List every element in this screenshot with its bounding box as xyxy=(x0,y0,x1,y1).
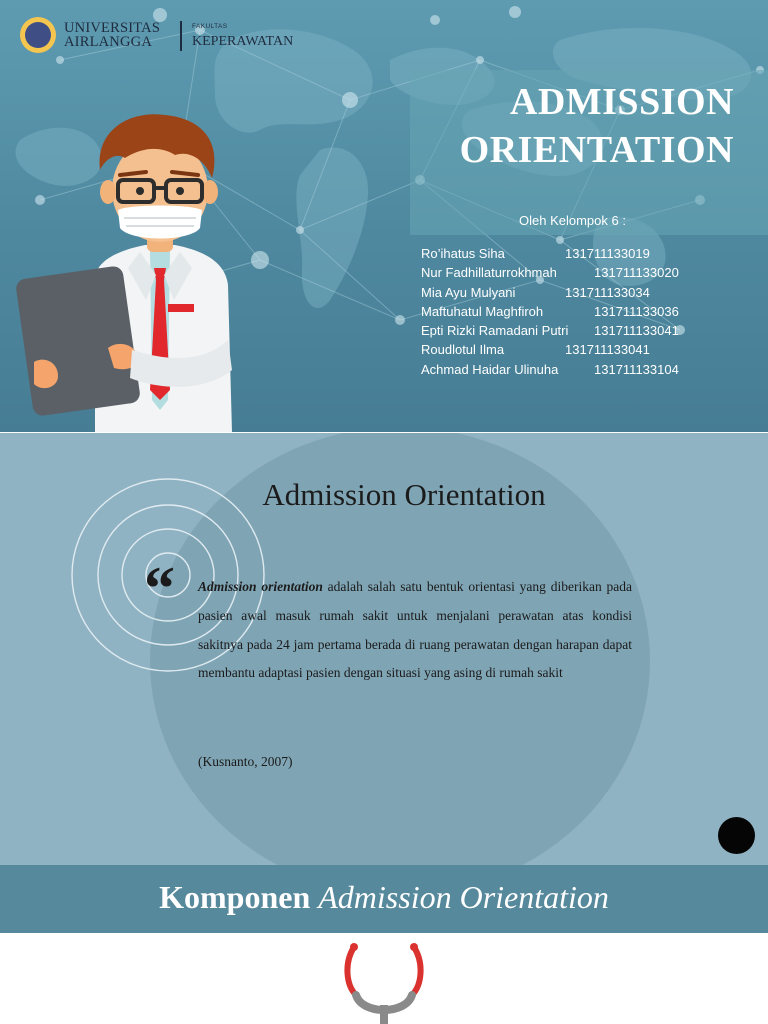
pocket-pen xyxy=(168,304,194,312)
member-row xyxy=(421,244,650,263)
member-row xyxy=(421,263,679,282)
member-row xyxy=(421,283,650,302)
slide-title: Komponen Admission Orientation xyxy=(159,879,609,915)
black-dot-decoration xyxy=(718,817,755,854)
logo-divider xyxy=(180,21,182,51)
stethoscope-icon xyxy=(340,943,430,1024)
group-label: Oleh Kelompok 6 : xyxy=(519,213,626,228)
member-nim: 131711133104 xyxy=(594,361,679,377)
member-row xyxy=(421,321,679,340)
member-row xyxy=(421,340,650,359)
definition-term: Admission orientation xyxy=(198,579,323,594)
member-name: Mia Ayu Mulyani xyxy=(421,284,516,300)
member-nim: 131711133020 xyxy=(594,265,679,281)
faculty-label: FAKULTAS xyxy=(192,23,228,30)
member-name: Roudlotul Ilma xyxy=(421,342,505,358)
university-seal-icon xyxy=(20,17,56,53)
slide-title: Admission Orientation xyxy=(262,477,546,512)
definition-slide xyxy=(0,433,768,865)
presentation-title: ADMISSION ORIENTATION xyxy=(459,81,734,171)
member-nim: 131711133041 xyxy=(565,342,650,358)
clipboard-icon xyxy=(15,265,141,417)
title-slide xyxy=(0,0,768,432)
member-name: Epti Rizki Ramadani Putri xyxy=(421,323,569,339)
member-row xyxy=(421,360,679,379)
quote-mark-icon: “ xyxy=(144,555,175,623)
university-name: UNIVERSITAS AIRLANGGA xyxy=(64,20,161,50)
member-nim: 131711133034 xyxy=(565,284,650,300)
doctor-illustration xyxy=(0,100,260,432)
components-slide xyxy=(0,865,768,1024)
citation: (Kusnanto, 2007) xyxy=(198,754,293,769)
member-name: Maftuhatul Maghfiroh xyxy=(421,303,544,319)
member-nim: 131711133041 xyxy=(594,323,679,339)
member-name: Achmad Haidar Ulinuha xyxy=(421,361,559,377)
member-name: Nur Fadhillaturrokhmah xyxy=(421,265,557,281)
member-nim: 131711133019 xyxy=(565,246,650,261)
member-list xyxy=(421,244,679,379)
faculty-name: KEPERAWATAN xyxy=(192,34,294,49)
definition-text: adalah salah satu bentuk orientasi yang diberikan pada pasien awal masuk rumah sakit untuk menjalani perawatan atas kondisi sakitnya pada 24 jam pertama berada di ruang perawatan dengan harapan dapat membantu adaptasi pasien dengan situasi yang asing di rumah sakit xyxy=(198,579,632,681)
member-row xyxy=(421,302,679,321)
member-nim: 131711133036 xyxy=(594,303,679,319)
member-name: Ro’ihatus Siha xyxy=(421,246,505,261)
definition-paragraph xyxy=(198,573,632,688)
face-mask xyxy=(118,206,202,239)
